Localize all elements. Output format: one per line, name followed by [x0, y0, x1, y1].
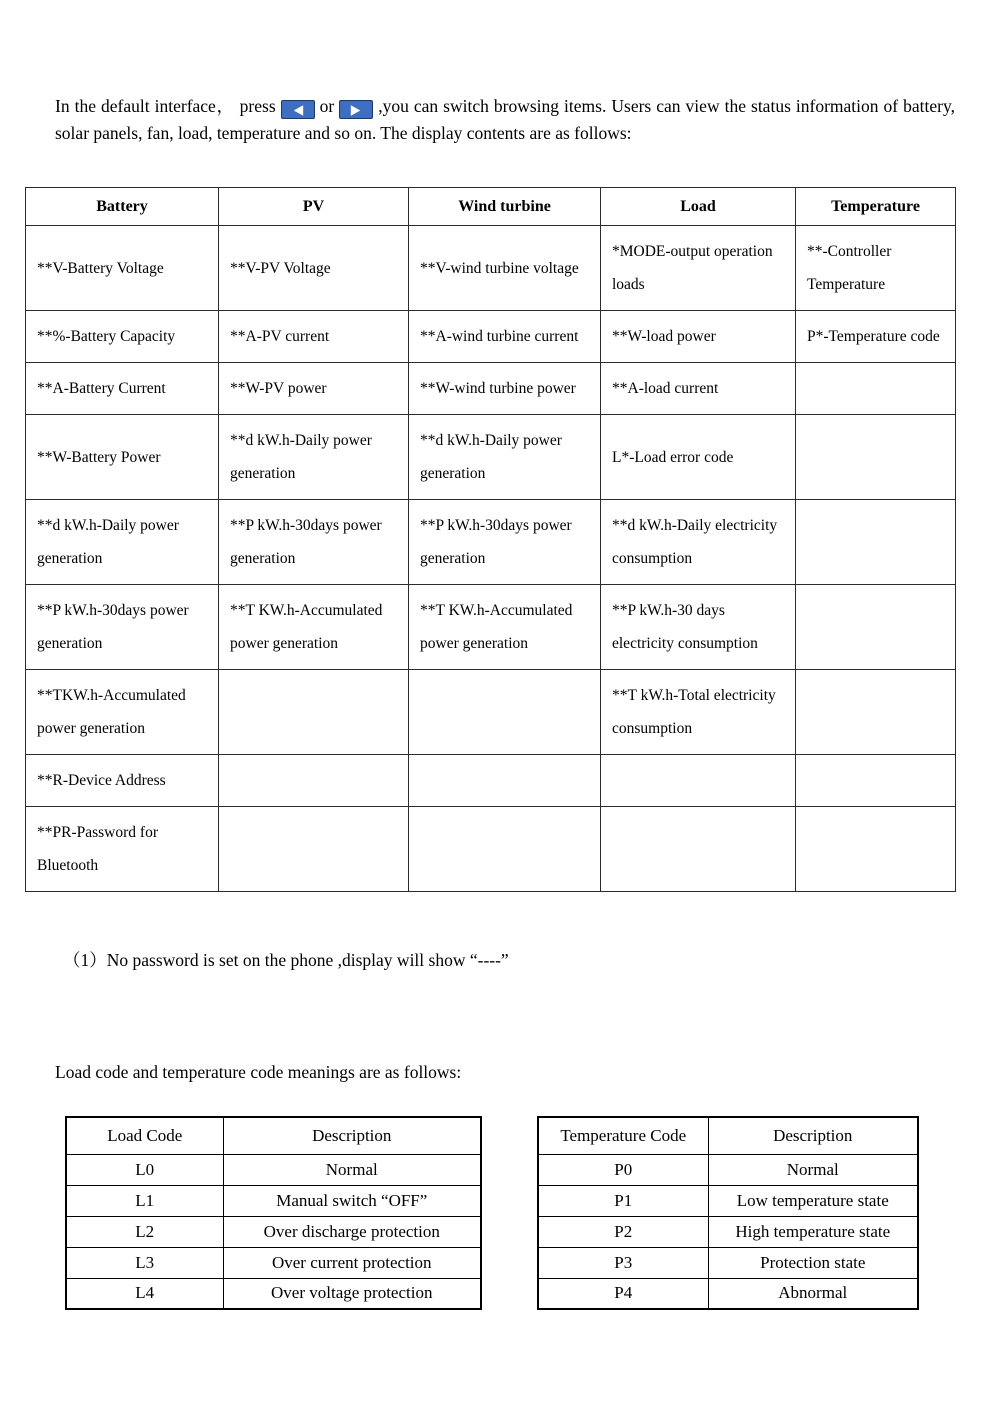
table-row: [26, 585, 956, 670]
table-row: [66, 1216, 481, 1247]
load-description-cell: Over voltage protection: [223, 1278, 481, 1309]
display-contents-table: [25, 187, 956, 892]
table-cell: **PR-Password for Bluetooth: [26, 807, 219, 892]
table-cell: **P kW.h-30days power generation: [409, 500, 601, 585]
table-cell: [219, 807, 409, 892]
load-description-cell: Normal: [223, 1154, 481, 1185]
load-code-header: Load Code: [66, 1117, 223, 1154]
load-description-cell: Over discharge protection: [223, 1216, 481, 1247]
temperature-code-cell: P2: [538, 1216, 708, 1247]
table-cell: **d kW.h-Daily electricity consumption: [601, 500, 796, 585]
table-row: [26, 500, 956, 585]
table-cell: [601, 807, 796, 892]
table-cell: **V-wind turbine voltage: [409, 226, 601, 311]
table-cell: [409, 755, 601, 807]
table-cell: [219, 670, 409, 755]
table-cell: **R-Device Address: [26, 755, 219, 807]
table-cell: P*-Temperature code: [796, 311, 956, 363]
intro-text-2: ,you can switch browsing items. Users can view the status information of battery, solar panels, fan, load, temperature and so on. The display contents are as follows:: [55, 96, 955, 143]
table-cell: [219, 755, 409, 807]
table-cell: **A-load current: [601, 363, 796, 415]
temperature-description-header: Description: [708, 1117, 918, 1154]
table-cell: **A-PV current: [219, 311, 409, 363]
table-cell: **W-load power: [601, 311, 796, 363]
table-cell: **W-wind turbine power: [409, 363, 601, 415]
table-row: [26, 755, 956, 807]
table-row: [66, 1278, 481, 1309]
column-header-pv: PV: [219, 188, 409, 226]
table-row: [538, 1278, 918, 1309]
table-row: [538, 1216, 918, 1247]
column-header-wind-turbine: Wind turbine: [409, 188, 601, 226]
table-cell: [409, 670, 601, 755]
column-header-battery: Battery: [26, 188, 219, 226]
temperature-description-cell: High temperature state: [708, 1216, 918, 1247]
load-code-cell: L4: [66, 1278, 223, 1309]
load-code-cell: L0: [66, 1154, 223, 1185]
table-cell: *MODE-output operation loads: [601, 226, 796, 311]
header-row: [538, 1117, 918, 1154]
table-row: [26, 670, 956, 755]
table-row: [538, 1247, 918, 1278]
table-cell: [796, 415, 956, 500]
table-cell: [796, 500, 956, 585]
table-cell: **-Controller Temperature: [796, 226, 956, 311]
load-code-cell: L1: [66, 1185, 223, 1216]
temperature-code-table: [537, 1116, 919, 1310]
table-cell: **P kW.h-30days power generation: [219, 500, 409, 585]
table-row: [26, 311, 956, 363]
table-cell: **T KW.h-Accumulated power generation: [219, 585, 409, 670]
temperature-description-cell: Normal: [708, 1154, 918, 1185]
table-cell: **%-Battery Capacity: [26, 311, 219, 363]
table-cell: **P kW.h-30days power generation: [26, 585, 219, 670]
table-cell: L*-Load error code: [601, 415, 796, 500]
table-cell: **T KW.h-Accumulated power generation: [409, 585, 601, 670]
codes-intro-text: Load code and temperature code meanings are as follows:: [55, 1062, 462, 1082]
table-row: [66, 1154, 481, 1185]
table-cell: [796, 670, 956, 755]
table-cell: **V-PV Voltage: [219, 226, 409, 311]
intro-text-1: In the default interface， press: [55, 96, 276, 116]
temperature-description-cell: Abnormal: [708, 1278, 918, 1309]
column-header-load: Load: [601, 188, 796, 226]
table-row: [26, 807, 956, 892]
table-cell: **d kW.h-Daily power generation: [409, 415, 601, 500]
intro-text-or: or: [319, 96, 335, 116]
intro-paragraph: [55, 93, 955, 147]
load-code-cell: L3: [66, 1247, 223, 1278]
load-code-cell: L2: [66, 1216, 223, 1247]
table-cell: [409, 807, 601, 892]
table-cell: **A-wind turbine current: [409, 311, 601, 363]
table-row: [538, 1154, 918, 1185]
temperature-code-cell: P4: [538, 1278, 708, 1309]
temperature-description-cell: Low temperature state: [708, 1185, 918, 1216]
temperature-description-cell: Protection state: [708, 1247, 918, 1278]
temperature-code-header: Temperature Code: [538, 1117, 708, 1154]
temperature-code-cell: P3: [538, 1247, 708, 1278]
column-header-temperature: Temperature: [796, 188, 956, 226]
table-row: [26, 415, 956, 500]
table-cell: **V-Battery Voltage: [26, 226, 219, 311]
table-cell: **P kW.h-30 days electricity consumption: [601, 585, 796, 670]
table-cell: **d kW.h-Daily power generation: [219, 415, 409, 500]
table-cell: [796, 807, 956, 892]
load-description-cell: Manual switch “OFF”: [223, 1185, 481, 1216]
left-arrow-button-icon: [281, 100, 315, 119]
table-cell: **TKW.h-Accumulated power generation: [26, 670, 219, 755]
load-code-table: [65, 1116, 482, 1310]
table-cell: **T kW.h-Total electricity consumption: [601, 670, 796, 755]
table-row: [26, 363, 956, 415]
header-row: [66, 1117, 481, 1154]
temperature-code-cell: P1: [538, 1185, 708, 1216]
table-row: [26, 226, 956, 311]
temperature-code-cell: P0: [538, 1154, 708, 1185]
code-tables-row: [65, 1116, 955, 1310]
table-row: [66, 1247, 481, 1278]
table-cell: **A-Battery Current: [26, 363, 219, 415]
table-cell: **W-Battery Power: [26, 415, 219, 500]
load-description-cell: Over current protection: [223, 1247, 481, 1278]
table-cell: **d kW.h-Daily power generation: [26, 500, 219, 585]
table-cell: [601, 755, 796, 807]
table-cell: [796, 585, 956, 670]
table-cell: [796, 755, 956, 807]
right-arrow-button-icon: [339, 100, 373, 119]
table-row: [538, 1185, 918, 1216]
load-description-header: Description: [223, 1117, 481, 1154]
password-note: （1）No password is set on the phone ,display will show “----”: [63, 950, 509, 970]
table-cell: **W-PV power: [219, 363, 409, 415]
table-row: [66, 1185, 481, 1216]
table-cell: [796, 363, 956, 415]
header-row: [26, 188, 956, 226]
